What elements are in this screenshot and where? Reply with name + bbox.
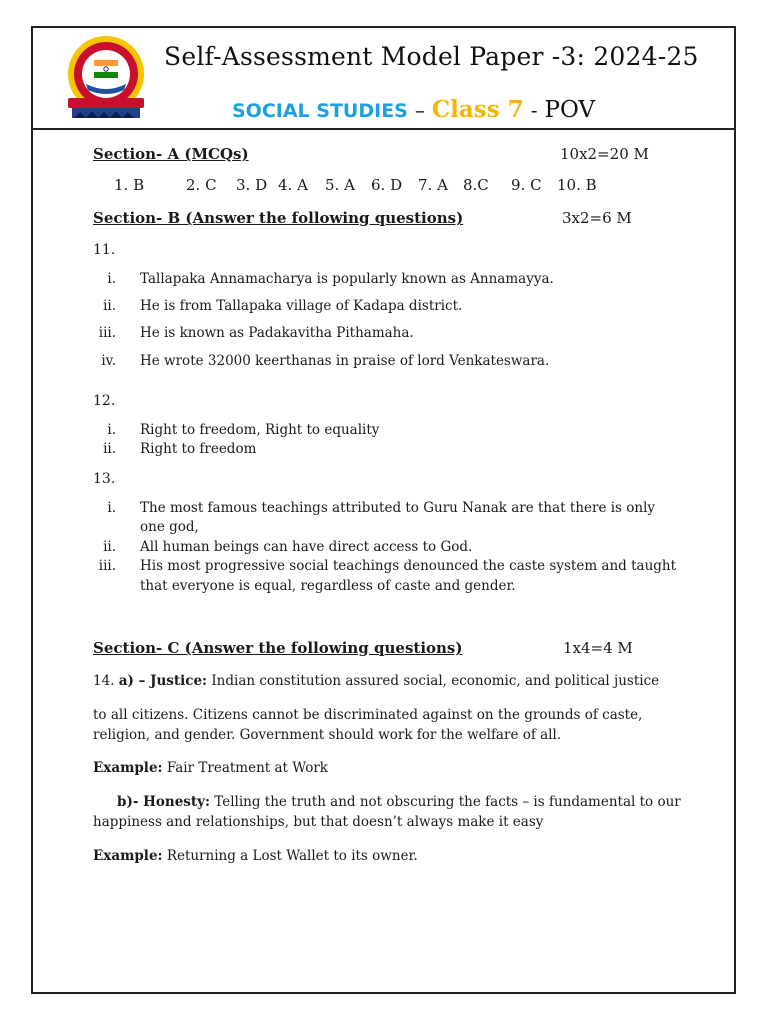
section-a-marks: 10x2=20 M	[560, 145, 649, 163]
section-b-marks: 3x2=6 M	[562, 209, 632, 227]
list-item-number: i.	[107, 422, 116, 438]
pov-label: POV	[544, 97, 596, 123]
mcq-answer: 3. D	[236, 176, 268, 194]
list-item-text: He is from Tallapaka village of Kadapa district.	[140, 298, 463, 314]
question-number: 12.	[93, 393, 116, 409]
subtitle-dash: –	[414, 98, 425, 122]
mcq-answer: 5. A	[325, 176, 355, 194]
paper-subtitle	[232, 96, 595, 123]
mcq-answer: 4. A	[278, 176, 308, 194]
mcq-answer: 2. C	[186, 176, 217, 194]
list-item-number: i.	[107, 271, 116, 287]
section-a-title: Section- A (MCQs)	[93, 145, 249, 163]
mcq-answer: 1. B	[114, 176, 145, 194]
list-item-number: ii.	[103, 441, 116, 457]
mcq-answer: 10. B	[557, 176, 597, 194]
class-label: Class 7	[431, 96, 524, 123]
answer-14b-intro	[117, 792, 681, 812]
answer-label: b)- Honesty:	[117, 794, 210, 810]
question-number: 11.	[93, 242, 116, 258]
answer-label: a) – Justice:	[118, 673, 208, 689]
answer-text: Indian constitution assured social, economic, and political justice	[211, 673, 660, 689]
question-number: 13.	[93, 471, 116, 487]
subtitle-dash-2: -	[530, 98, 538, 122]
example-line	[93, 846, 418, 866]
list-item-text: Right to freedom, Right to equality	[140, 422, 380, 438]
list-item-number: i.	[107, 500, 116, 516]
list-item-text: The most famous teachings attributed to Guru Nanak are that there is only	[140, 500, 656, 516]
list-item-text: His most progressive social teachings denounced the caste system and taught	[140, 558, 677, 574]
list-item-number: iii.	[98, 558, 116, 574]
example-text: Fair Treatment at Work	[166, 760, 328, 776]
mcq-answer: 8.C	[463, 176, 489, 194]
mcq-answer: 9. C	[511, 176, 542, 194]
list-item-text: one god,	[140, 519, 199, 535]
answer-text: happiness and relationships, but that doesn’t always make it easy	[93, 814, 544, 830]
section-b-title: Section- B (Answer the following questions)	[93, 209, 464, 227]
example-text: Returning a Lost Wallet to its owner.	[166, 848, 418, 864]
list-item-text: He is known as Padakavitha Pithamaha.	[140, 325, 414, 341]
paper-title: Self-Assessment Model Paper -3: 2024-25	[164, 42, 699, 71]
list-item-number: ii.	[103, 298, 116, 314]
example-label: Example:	[93, 848, 163, 864]
answer-text: religion, and gender. Government should work for the welfare of all.	[93, 727, 562, 743]
example-line	[93, 758, 328, 778]
list-item-number: iii.	[98, 325, 116, 341]
subject-name: SOCIAL STUDIES	[232, 100, 408, 122]
section-c-marks: 1x4=4 M	[563, 639, 633, 657]
mcq-answer: 6. D	[371, 176, 403, 194]
list-item-text: He wrote 32000 keerthanas in praise of lord Venkateswara.	[140, 353, 550, 369]
mcq-answer: 7. A	[418, 176, 448, 194]
school-emblem-logo	[58, 32, 154, 122]
answer-14a-intro	[93, 671, 659, 691]
question-number: 14.	[93, 673, 115, 689]
list-item-text: All human beings can have direct access to God.	[140, 539, 473, 555]
answer-text: to all citizens. Citizens cannot be discriminated against on the grounds of caste,	[93, 707, 643, 723]
list-item-number: iv.	[101, 353, 116, 369]
answer-text: Telling the truth and not obscuring the facts – is fundamental to our	[214, 794, 681, 810]
list-item-text: Right to freedom	[140, 441, 257, 457]
example-label: Example:	[93, 760, 163, 776]
header-divider	[33, 128, 735, 130]
list-item-text: Tallapaka Annamacharya is popularly known as Annamayya.	[140, 271, 554, 287]
section-c-title: Section- C (Answer the following questions)	[93, 639, 463, 657]
list-item-number: ii.	[103, 539, 116, 555]
list-item-text: that everyone is equal, regardless of caste and gender.	[140, 578, 516, 594]
